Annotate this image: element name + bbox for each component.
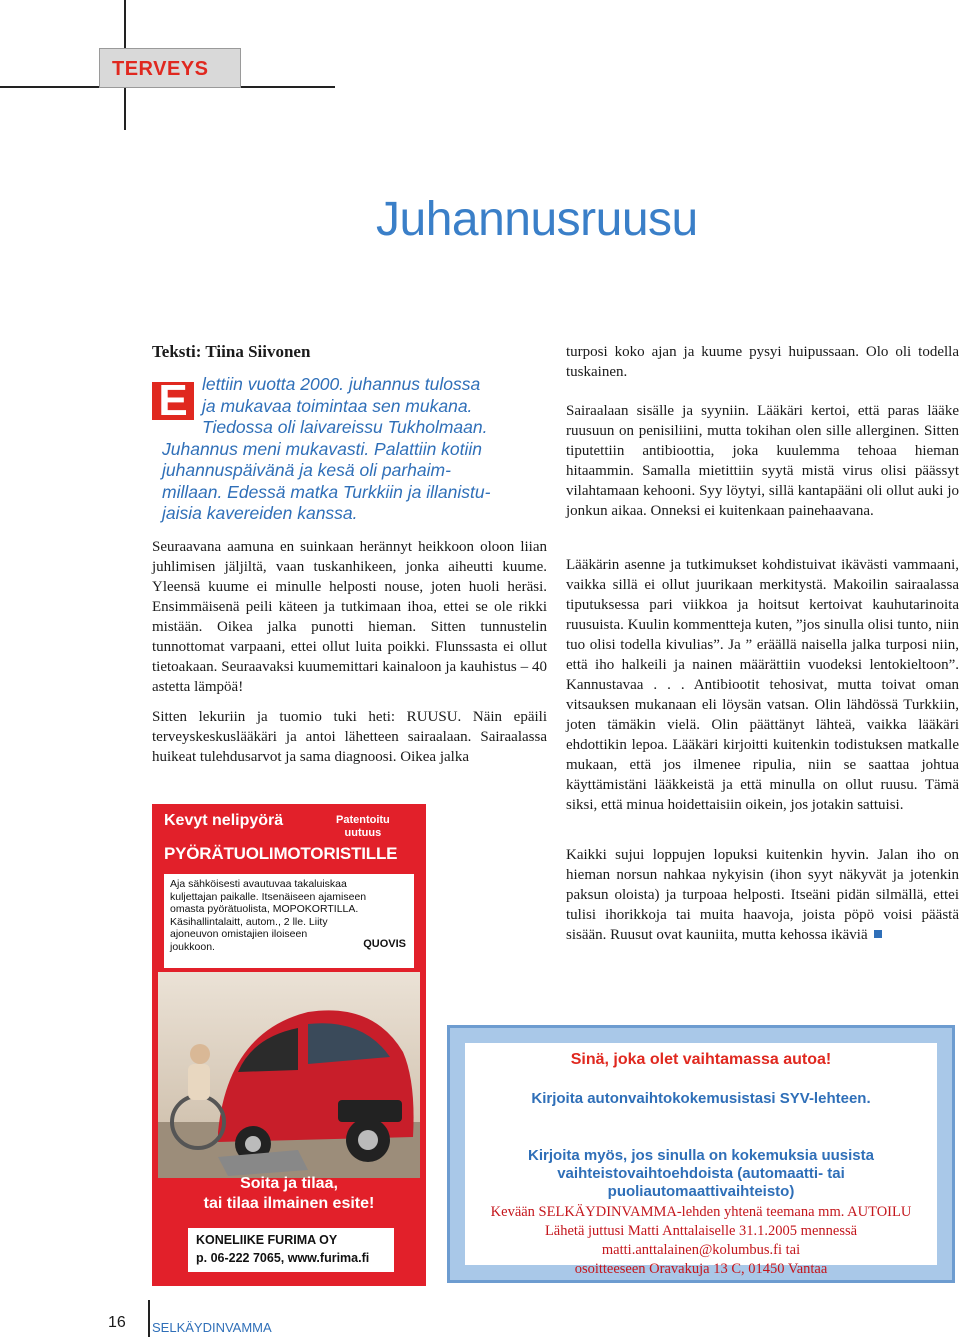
- body-paragraph-text: Kaikki sujui loppujen lopuksi kuitenkin hyvin. Jalan iho on hieman norsun nahkaa nykyisin (ihon syyt näkyvät ja jotenkin paksun oloista) ja turpoaa helposti. Itseäni pidän silmällä, ettei tulisi ihorikkoja tai muita haavoja, joista pöpö voisi päästä sisään. Ruusut ovat kauniita, mutta kehossa ikäviä: [566, 847, 959, 943]
- ad-text-line: joukkoon.: [170, 940, 215, 953]
- ad-cta-line: Soita ja tilaa,: [240, 1175, 338, 1192]
- magazine-name: SELKÄYDINVAMMA: [152, 1320, 272, 1335]
- body-paragraph: Sitten lekuriin ja tuomio tuki heti: RUUSU. Näin epäili terveyskeskuslääkäri ja antoi lähetteen sairaalaan. Sairaalassa huikeat tulehdusarvot ja sama diagnoosi. Oikea jalka: [152, 709, 547, 765]
- ad-headline: Kevyt nelipyörä: [164, 812, 284, 829]
- info-contact-line: osoitteeseen Oravakuja 13 C, 01450 Vantaa: [574, 1261, 828, 1277]
- ad-car-photo: [158, 972, 420, 1178]
- article-title: Juhannusruusu: [376, 193, 698, 246]
- lead-line: lettiin vuotta 2000. juhannus tulossa: [202, 374, 481, 394]
- ad-subheadline: PYÖRÄTUOLIMOTORISTILLE: [164, 844, 398, 863]
- lead-line: Juhannus meni mukavasti. Palattiin kotiin: [162, 438, 483, 459]
- ad-badge-line: uutuus: [344, 827, 382, 839]
- lead-line: juhannuspäivänä ja kesä oli parhaim-: [162, 460, 451, 480]
- body-paragraph: Sairaalaan sisälle ja syyniin. Lääkäri kertoi, että paras lääke ruusuun on penisiliini, mutta tokihan olen sille allerginen. Sitten tiputettiin antibioottia, joka kuulemma tehoaa hieman hitaammin. Samalla mietittiin syytä mistä virus olisi päässyt vilahtamaan kehooni. Syy löytyi, sillä kantapääni oli ollut auki jo jonkun aikaa. Onneksi ei kuitenkaan painehaavana.: [566, 403, 959, 519]
- ad-contact: [188, 1228, 394, 1272]
- body-paragraph: Lääkärin asenne ja tutkimukset kohdistuivat ikävästi vammaani, vaikka sillä ei ollut juurikaan merkitystä. Makoilin sairaalassa tiputuksessa pari viikkoa ja hoitsut kertoivat kauhutarinoita ruusuista. Kuulin kommentteja kuten, ”jos sinulla olisi tunto, niin tuo olisi todella kivulias”. Ja ” eräällä naisella jalka turposi niin, että iho halkeili ja nainen määrättiin vuodeksi lentokieltoon”. Kannustavaa . . . Antibiootit tehosivat, mutta toivat oman vitsauksen mukanaan eli löysän vatsan. Olin lähdössä Turkkiin, joten tämäkin vielä. Olin päättänyt lähteä, vaikka lääkäri ehdottikin lepoa. Lääkäri kirjoitti kuitenkin todistuksen matkalle mukaan, että jos ilmenee ripulia, niin se saattaa johtua käyttämistäni lääkkeistä ja että minulla on ollut ruusu. Tämä siksi, että minua hoidettaisiin oikein, jos jotakin sattuisi.: [566, 557, 959, 813]
- info-email: matti.anttalainen@kolumbus.fi tai: [601, 1242, 801, 1258]
- lead-line: millaan. Edessä matka Turkkiin ja illanistu-: [162, 481, 491, 502]
- body-paragraph-last: [566, 845, 959, 945]
- info-headline: Sinä, joka olet vaihtamassa autoa!: [570, 1051, 832, 1068]
- page-number: 16: [108, 1314, 126, 1331]
- call-for-stories-box: [447, 1025, 955, 1283]
- info-subheadline: Kirjoita autonvaihtokokemusistasi SYV-lehteen.: [531, 1090, 871, 1107]
- lead-line: Tiedossa oli laivareissu Tukholmaan.: [202, 417, 488, 437]
- footer-divider: [148, 1300, 150, 1337]
- ad-badge: [336, 814, 390, 840]
- body-paragraph: Seuraavana aamuna en suinkaan herännyt heikkoon oloon liian juhlimisen jäljiltä, vaan tuskanhikeen, jonka aiheutti kuume. Yleensä kuume ei minulle helposti nouse, joten huoli heräsi. Ensimmäisenä peili käteen ja tutkimaan ihoa, ettei se ole rikki mistään. Oikea jalka punotti hieman. Sitten tunnustelin tunnottomat varpaani, ettei ollut luita poikki. Flunssasta ei ollut tietoakaan. Seuraavaksi kuumemittari kainaloon ja kauhistus – 40 astetta lämpöä!: [152, 539, 547, 695]
- article-byline: Teksti: Tiina Siivonen: [152, 342, 311, 361]
- info-contact-line: Kevään SELKÄYDINVAMMA-lehden yhtenä teemana mm. AUTOILU: [490, 1204, 912, 1220]
- body-paragraph: turposi koko ajan ja kuume pysyi huipussaan. Olo oli todella tuskainen.: [566, 344, 959, 380]
- ad-call-to-action: [158, 1174, 420, 1214]
- info-contact: [465, 1203, 937, 1279]
- ad-brand-logo: QUOVIS: [363, 937, 406, 950]
- ad-text-line: omasta pyörätuolista, MOPOKORTILLA.: [170, 903, 359, 915]
- lead-paragraph: [162, 374, 537, 525]
- info-text: Kirjoita myös, jos sinulla on kokemuksia uusista vaihteistovaihtoehdoista (automaatti- tai puoliautomaattivaihteisto): [528, 1147, 874, 1200]
- ad-text-line: Käsihallintalaitt, autom., 2 lle. Liity: [170, 915, 328, 928]
- lead-line: ja mukavaa toimintaa sen mukana.: [202, 395, 473, 416]
- ad-phone: p. 06-222 7065, www.furima.fi: [196, 1251, 370, 1265]
- section-tag: TERVEYS: [99, 48, 241, 88]
- ad-text-line: Aja sähköisesti avautuvaa takaluiskaa: [170, 878, 347, 890]
- end-mark-icon: [874, 930, 882, 938]
- ad-text-line: kuljettajan paikalle. Itsenäiseen ajamiseen: [170, 890, 367, 903]
- advertisement: [152, 804, 426, 1286]
- ad-badge-line: Patentoitu: [336, 814, 390, 826]
- ad-text-line: ajoneuvon omistajien iloiseen: [170, 928, 308, 940]
- ad-company: KONELIIKE FURIMA OY: [196, 1233, 338, 1247]
- lead-line: jaisia kavereiden kanssa.: [162, 503, 358, 523]
- ad-description: [164, 874, 414, 968]
- info-contact-line: Lähetä juttusi Matti Anttalaiselle 31.1.2005 mennessä: [544, 1223, 858, 1239]
- ad-cta-line: tai tilaa ilmainen esite!: [203, 1195, 375, 1212]
- drop-cap: E: [152, 382, 194, 420]
- car-illustration: [158, 972, 420, 1178]
